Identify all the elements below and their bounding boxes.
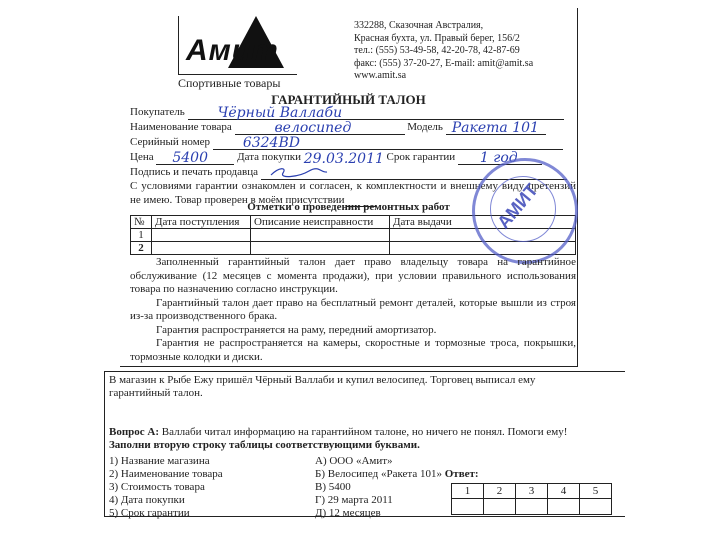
answer-label: Ответ: xyxy=(444,468,479,480)
answer-cell[interactable] xyxy=(452,499,484,515)
left-list xyxy=(109,455,223,520)
warranty-card xyxy=(120,8,578,367)
serial-value: 6324BD xyxy=(242,135,300,151)
answer-header: 1 xyxy=(452,484,484,499)
question-instruction: Заполни вторую строку таблицы соответствующими буквами. xyxy=(109,439,420,451)
answer-cell[interactable] xyxy=(484,499,516,515)
terms xyxy=(130,256,576,364)
list-item: 1) Название магазина xyxy=(109,455,210,467)
answer-cell[interactable] xyxy=(580,499,612,515)
date-label: Дата покупки xyxy=(237,151,301,163)
price-label: Цена xyxy=(130,151,154,163)
question xyxy=(109,426,599,452)
answer-cell[interactable] xyxy=(548,499,580,515)
table-cell xyxy=(152,229,251,242)
logo-text: Амит xyxy=(186,34,279,67)
tagline: Спортивные товары xyxy=(178,76,281,90)
answer-header: 4 xyxy=(548,484,580,499)
list-item: 2) Наименование товара xyxy=(109,468,223,480)
agreement-text-content: С условиями гарантии ознакомлен и согласен, к комплектности и внешнему виду претензий не имею. Товар проверен в моём присутствии xyxy=(130,180,576,206)
terms-paragraph: Гарантия распространяется на раму, передний амортизатор. xyxy=(156,323,437,336)
question-label: Вопрос А: xyxy=(109,426,160,438)
product-label: Наименование товара xyxy=(130,121,232,133)
header-cell: Дата выдачи xyxy=(390,216,576,229)
list-item: 5) Срок гарантии xyxy=(109,507,190,519)
product-row xyxy=(130,120,576,135)
signature-label: Подпись и печать продавца xyxy=(130,166,258,178)
model-value: Ракета 101 xyxy=(451,120,539,136)
buyer-row xyxy=(130,105,576,120)
answer-header: 3 xyxy=(516,484,548,499)
repairs-title: Отметки о проведении ремонтных работ xyxy=(247,201,450,213)
table-cell: 1 xyxy=(131,229,152,242)
list-item: Д) 12 месяцев xyxy=(315,507,381,519)
address-line: тел.: (555) 53-49-58, 42-20-78, 42-87-69 xyxy=(354,45,520,56)
question-text: Валлаби читал информацию на гарантийном талоне, но ничего не понял. Помоги ему! xyxy=(159,426,568,438)
answer-header: 2 xyxy=(484,484,516,499)
page-title: ГАРАНТИЙНЫЙ ТАЛОН xyxy=(271,92,426,107)
list-item: Б) Велосипед «Ракета 101» xyxy=(315,468,442,480)
header-cell: Описание неисправности xyxy=(251,216,390,229)
address-line: факс: (555) 37-20-27, E-mail: amit@amit.sa xyxy=(354,57,534,69)
table-cell: 2 xyxy=(131,242,152,255)
answer-cell[interactable] xyxy=(516,499,548,515)
list-item: В) 5400 xyxy=(315,481,351,493)
warranty-label: Срок гарантии xyxy=(386,151,456,163)
address-line: Красная бухта, ул. Правый берег, 156/2 xyxy=(354,32,520,44)
list-item: 4) Дата покупки xyxy=(109,494,185,506)
terms-paragraph: Гарантия не распространяется на камеры, скоростные и тормозные троса, покрышки, тормозные колодки и диски. xyxy=(130,337,576,363)
signature-icon xyxy=(269,165,329,179)
list-item: 3) Стоимость товара xyxy=(109,481,205,493)
serial-label: Серийный номер xyxy=(130,136,211,148)
answer-header: 5 xyxy=(580,484,612,499)
list-item: А) ООО «Амит» xyxy=(315,455,393,467)
address-line: 332288, Сказочная Австралия, xyxy=(354,20,484,31)
answer-table xyxy=(451,483,612,515)
product-value: велосипед xyxy=(274,120,352,136)
table-cell xyxy=(152,242,251,255)
date-value: 29.03.2011 xyxy=(303,151,384,167)
table-cell xyxy=(251,242,390,255)
task-intro: В магазин к Рыбе Ежу пришёл Чёрный Валлаби и купил велосипед. Торговец выписал ему гарантийный талон. xyxy=(109,374,536,399)
task-box xyxy=(104,371,625,517)
header-cell: № xyxy=(131,216,152,229)
address-block xyxy=(354,20,533,83)
buyer-value: Чёрный Валлаби xyxy=(217,105,343,121)
model-label: Модель xyxy=(407,121,443,133)
header-cell: Дата поступления xyxy=(152,216,251,229)
buyer-label: Покупатель xyxy=(130,106,185,118)
terms-paragraph: Заполненный гарантийный талон дает право владельцу товара на гарантийное обслуживание (12 месяцев с момента продажи), при условии правильного использования товара по назначению согласно инструкции. xyxy=(130,256,576,295)
table-cell xyxy=(251,229,390,242)
price-value: 5400 xyxy=(172,150,208,166)
terms-paragraph: Гарантийный талон дает право на бесплатный ремонт деталей, которые вышли из строя из-за производственного брака. xyxy=(130,296,576,322)
list-item: Г) 29 марта 2011 xyxy=(315,494,393,506)
serial-row xyxy=(130,135,576,150)
stamp-text: АМИТ xyxy=(493,179,542,233)
address-line: www.amit.sa xyxy=(354,70,407,81)
warranty-value: 1 год xyxy=(479,150,518,166)
